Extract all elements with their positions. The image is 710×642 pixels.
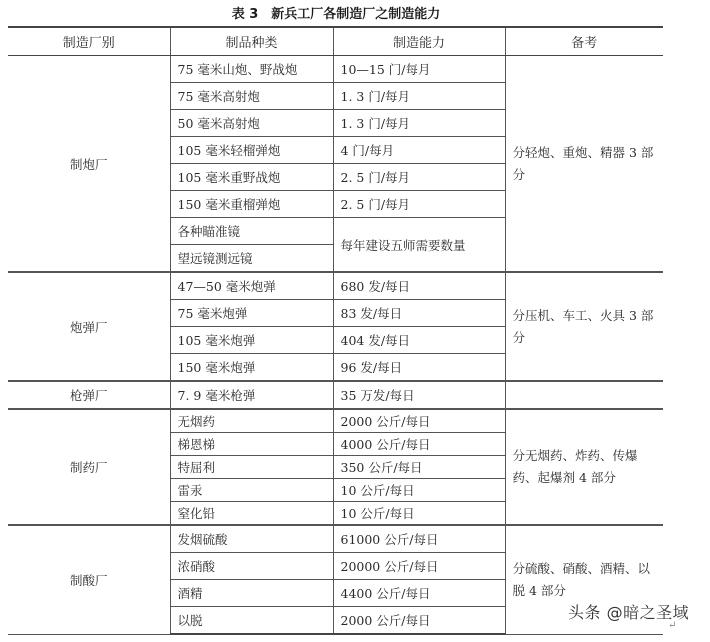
note-cell xyxy=(505,381,663,409)
product-cell: 各种瞄准镜 xyxy=(170,218,333,245)
capacity-cell: 350 公斤/每日 xyxy=(333,456,505,479)
product-cell: 150 毫米炮弹 xyxy=(170,354,333,382)
capacity-cell: 61000 公斤/每日 xyxy=(333,525,505,553)
table-caption: 表 3 新兵工厂各制造厂之制造能力 xyxy=(231,7,441,22)
capacity-table xyxy=(8,26,663,635)
table-row xyxy=(8,272,663,300)
factory-cell: 制药厂 xyxy=(8,409,170,525)
product-cell: 以脱 xyxy=(170,607,333,635)
product-cell: 雷汞 xyxy=(170,479,333,502)
factory-cell: 炮弹厂 xyxy=(8,272,170,381)
product-cell: 发烟硫酸 xyxy=(170,525,333,553)
header-row xyxy=(8,27,663,56)
product-cell: 窒化铅 xyxy=(170,502,333,526)
table-row xyxy=(8,56,663,83)
header-factory: 制造厂别 xyxy=(8,27,170,56)
capacity-cell: 2. 5 门/每月 xyxy=(333,191,505,218)
factory-cell: 制炮厂 xyxy=(8,56,170,273)
capacity-cell: 83 发/每日 xyxy=(333,300,505,327)
capacity-cell: 10 公斤/每日 xyxy=(333,502,505,526)
product-cell: 47—50 毫米炮弹 xyxy=(170,272,333,300)
product-cell: 酒精 xyxy=(170,580,333,607)
factory-cell: 制酸厂 xyxy=(8,525,170,634)
note-cell: 分压机、车工、火具 3 部分 xyxy=(505,272,663,381)
product-cell: 75 毫米炮弹 xyxy=(170,300,333,327)
product-cell: 7. 9 毫米枪弹 xyxy=(170,381,333,409)
capacity-cell: 680 发/每日 xyxy=(333,272,505,300)
capacity-cell: 每年建设五师需要数量 xyxy=(333,218,505,273)
table-row xyxy=(8,409,663,433)
note-cell: 分无烟药、炸药、传爆药、起爆剂 4 部分 xyxy=(505,409,663,525)
header-product: 制品种类 xyxy=(170,27,333,56)
product-cell: 75 毫米山炮、野战炮 xyxy=(170,56,333,83)
product-cell: 望远镜测远镜 xyxy=(170,245,333,273)
capacity-cell: 4400 公斤/每日 xyxy=(333,580,505,607)
capacity-cell: 404 发/每日 xyxy=(333,327,505,354)
product-cell: 105 毫米轻榴弹炮 xyxy=(170,137,333,164)
factory-cell: 枪弹厂 xyxy=(8,381,170,409)
table-row xyxy=(8,381,663,409)
return-mark-icon: ↵ xyxy=(668,620,677,631)
capacity-cell: 4 门/每月 xyxy=(333,137,505,164)
capacity-cell: 2000 公斤/每日 xyxy=(333,409,505,433)
header-capacity: 制造能力 xyxy=(333,27,505,56)
watermark-text: 头条 @暗之圣域 xyxy=(568,603,690,622)
capacity-cell: 96 发/每日 xyxy=(333,354,505,382)
capacity-cell: 20000 公斤/每日 xyxy=(333,553,505,580)
product-cell: 梯恩梯 xyxy=(170,433,333,456)
product-cell: 浓硝酸 xyxy=(170,553,333,580)
capacity-cell: 1. 3 门/每月 xyxy=(333,83,505,110)
capacity-cell: 1. 3 门/每月 xyxy=(333,110,505,137)
capacity-cell: 35 万发/每日 xyxy=(333,381,505,409)
product-cell: 特屈利 xyxy=(170,456,333,479)
note-cell: 分硫酸、硝酸、酒精、以脱 4 部分 xyxy=(505,525,663,634)
product-cell: 150 毫米重榴弹炮 xyxy=(170,191,333,218)
table-row xyxy=(8,525,663,553)
capacity-cell: 10 公斤/每日 xyxy=(333,479,505,502)
product-cell: 105 毫米炮弹 xyxy=(170,327,333,354)
capacity-cell: 10—15 门/每月 xyxy=(333,56,505,83)
note-cell: 分轻炮、重炮、精器 3 部分 xyxy=(505,56,663,273)
product-cell: 无烟药 xyxy=(170,409,333,433)
header-note: 备考 xyxy=(505,27,663,56)
capacity-cell: 2. 5 门/每月 xyxy=(333,164,505,191)
capacity-cell: 2000 公斤/每日 xyxy=(333,607,505,635)
product-cell: 105 毫米重野战炮 xyxy=(170,164,333,191)
capacity-cell: 4000 公斤/每日 xyxy=(333,433,505,456)
product-cell: 75 毫米高射炮 xyxy=(170,83,333,110)
product-cell: 50 毫米高射炮 xyxy=(170,110,333,137)
